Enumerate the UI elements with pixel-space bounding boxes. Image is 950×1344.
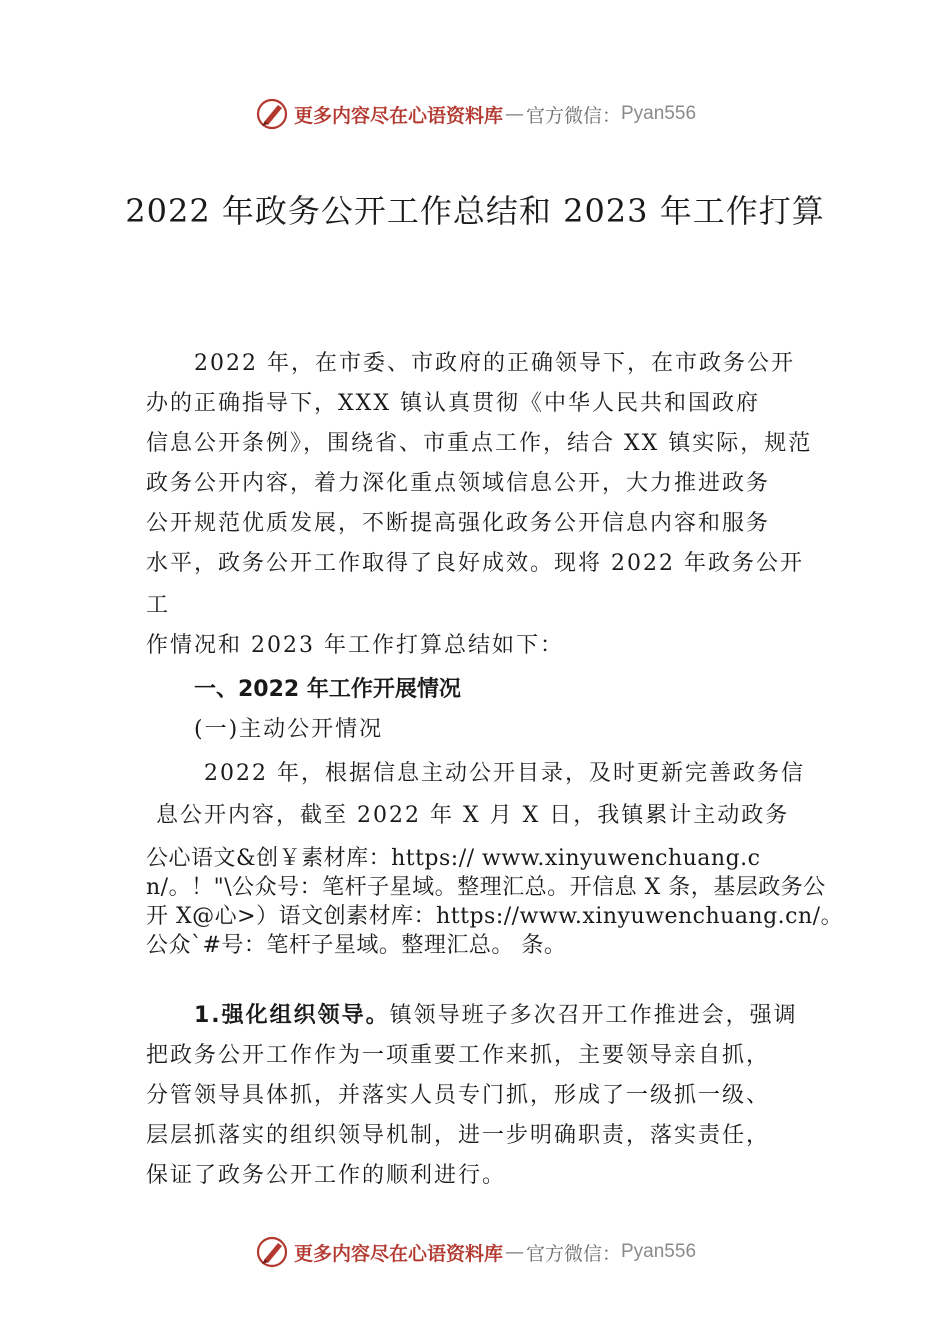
watermark-contact-label: 官方微信： — [525, 104, 621, 127]
intro-line: 公开规范优质发展，不断提高强化政务公开信息内容和服务 — [146, 511, 771, 536]
item-1-line: 分管领导具体抓，并落实人员专门抓，形成了一级抓一级、 — [146, 1083, 771, 1108]
watermark-main-text: 更多内容尽在心语资料库 — [293, 1242, 503, 1265]
item-1-line: 层层抓落实的组织领导机制，进一步明确职责，落实责任， — [146, 1123, 771, 1148]
intro-line: 2022 年，在市委、市政府的正确领导下，在市政务公开 — [194, 351, 795, 376]
watermark-contact-id: Pyan556 — [621, 103, 697, 124]
subsection-line: 2022 年，根据信息主动公开目录，及时更新完善政务信 — [204, 761, 805, 786]
watermark-banner-top — [0, 94, 950, 134]
inserted-notice-text: 公心语文&创￥素材库：https:// www.xinyuwenchuang.cn/。！"\公众号：笔杆子星域。整理汇总。开信息 X 条，基层政务公开 X@心>）语文创素材库：https://www.xinyuwenchuang.cn/。公众`#号：笔杆子星域。整理汇总。 条。 — [146, 846, 844, 958]
watermark-main-text: 更多内容尽在心语资料库 — [293, 104, 503, 127]
pen-logo-icon — [254, 1234, 290, 1270]
intro-line: 信息公开条例》，围绕省、市重点工作，结合 XX 镇实际，规范 — [146, 431, 813, 456]
watermark-contact-id: Pyan556 — [621, 1241, 697, 1262]
item-1-first-line-text: 镇领导班子多次召开工作推进会，强调 — [389, 1003, 798, 1028]
item-1-label: 1.强化组织领导。 — [194, 1003, 390, 1028]
subsection-heading: (一)主动公开情况 — [194, 717, 384, 742]
pen-logo-icon — [254, 96, 290, 132]
subsection-line: 息公开内容，截至 2022 年 X 月 X 日，我镇累计主动政务 — [156, 803, 790, 828]
item-1-line: 保证了政务公开工作的顺利进行。 — [146, 1163, 507, 1188]
item-1-first-line — [146, 996, 846, 1036]
watermark-contact-label: 官方微信： — [525, 1242, 621, 1265]
document-title: 2022 年政务公开工作总结和 2023 年工作打算 — [125, 192, 825, 230]
section-heading: 一、2022 年工作开展情况 — [194, 677, 461, 702]
watermark-dash: — — [504, 103, 524, 125]
watermark-banner-bottom — [0, 1232, 950, 1272]
intro-line: 工 — [146, 593, 171, 618]
intro-line: 办的正确指导下，XXX 镇认真贯彻《中华人民共和国政府 — [146, 391, 760, 416]
watermark-dash: — — [504, 1241, 524, 1263]
intro-line: 政务公开内容，着力深化重点领域信息公开，大力推进政务 — [146, 471, 771, 496]
intro-line: 水平，政务公开工作取得了良好成效。现将 2022 年政务公开 — [146, 551, 804, 576]
intro-continuation: 作情况和 2023 年工作打算总结如下： — [146, 633, 564, 658]
item-1-line: 把政务公开工作作为一项重要工作来抓，主要领导亲自抓， — [146, 1043, 771, 1068]
